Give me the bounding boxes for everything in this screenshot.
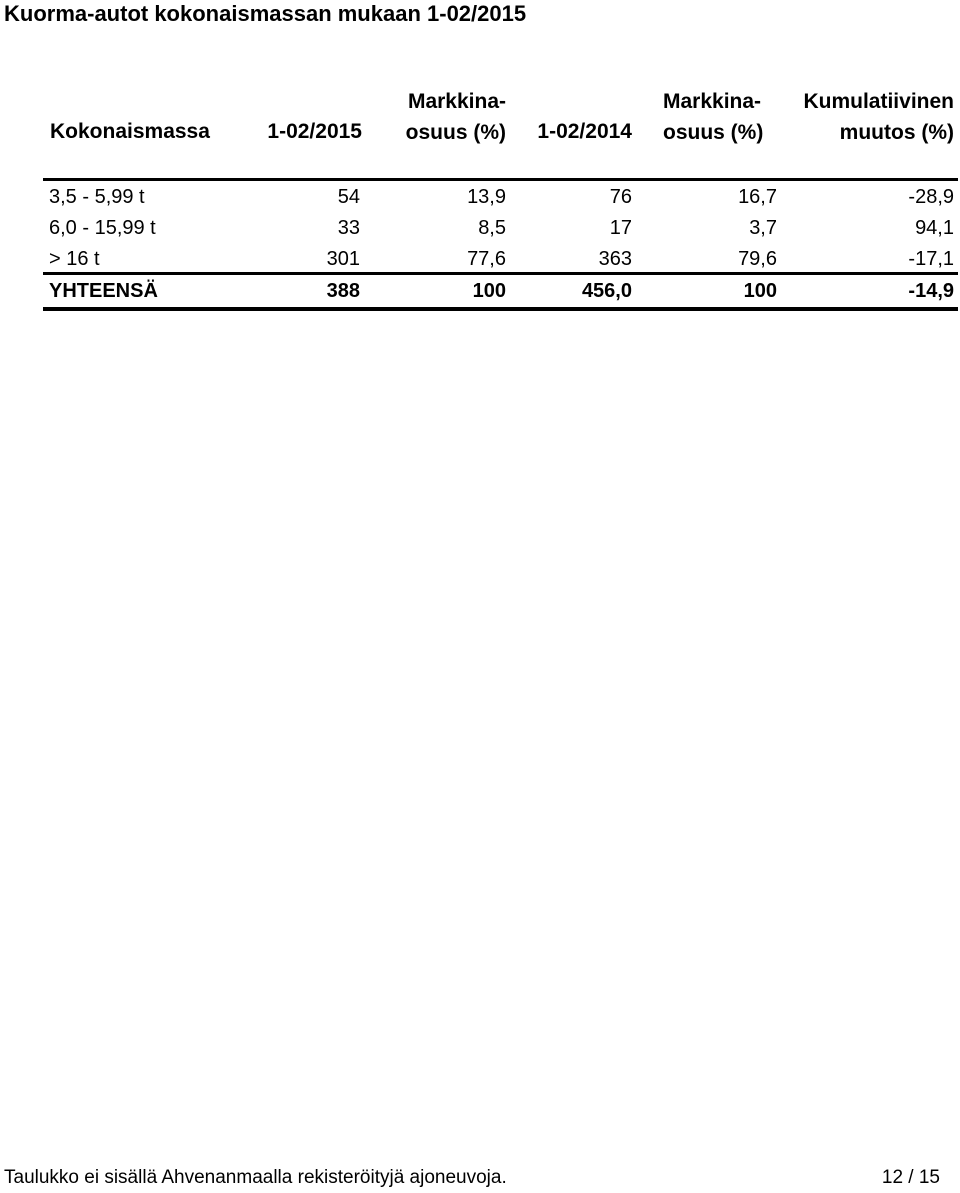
value-2014: 363 bbox=[598, 248, 632, 270]
header-kokonaismassa: Kokonaismassa bbox=[50, 120, 210, 143]
row-label: 3,5 - 5,99 t bbox=[49, 186, 145, 208]
header-share-2015-line2: osuus (%) bbox=[405, 121, 506, 144]
share-2014: 79,6 bbox=[738, 248, 777, 270]
share-2015: 77,6 bbox=[467, 248, 506, 270]
total-share-2014: 100 bbox=[743, 280, 777, 302]
header-share-2015 bbox=[360, 86, 506, 148]
value-2014: 17 bbox=[609, 217, 632, 239]
row-label: > 16 t bbox=[49, 248, 100, 270]
header-2014: 1-02/2014 bbox=[537, 120, 632, 143]
share-2014: 16,7 bbox=[738, 186, 777, 208]
header-change-line1: Kumulatiivinen bbox=[803, 90, 954, 113]
header-share-2014-line1: Markkina- bbox=[663, 90, 762, 113]
header-2015: 1-02/2015 bbox=[267, 120, 362, 143]
value-2015: 33 bbox=[337, 217, 360, 239]
value-2015: 54 bbox=[337, 186, 360, 208]
table-row bbox=[43, 243, 958, 275]
value-2014: 76 bbox=[609, 186, 632, 208]
share-2015: 8,5 bbox=[478, 217, 506, 239]
table-row bbox=[43, 212, 958, 244]
header-cumulative-change bbox=[772, 86, 954, 148]
row-label: 6,0 - 15,99 t bbox=[49, 217, 156, 239]
cumulative-change: -28,9 bbox=[908, 186, 954, 208]
total-cumulative-change: -14,9 bbox=[908, 280, 954, 302]
cumulative-change: -17,1 bbox=[908, 248, 954, 270]
total-value-2015: 388 bbox=[326, 280, 360, 302]
total-label: YHTEENSÄ bbox=[49, 280, 158, 302]
footnote: Taulukko ei sisällä Ahvenanmaalla rekisteröityjä ajoneuvoja. bbox=[4, 1167, 507, 1188]
header-change-line2: muutos (%) bbox=[839, 121, 954, 144]
total-rule-bottom bbox=[43, 307, 958, 311]
header-share-2014-line2: osuus (%) bbox=[663, 121, 764, 144]
page-title: Kuorma-autot kokonaismassan mukaan 1-02/2015 bbox=[4, 1, 527, 26]
total-row bbox=[43, 275, 958, 307]
header-share-2015-line1: Markkina- bbox=[407, 90, 506, 113]
total-value-2014: 456,0 bbox=[581, 280, 632, 302]
cumulative-change: 94,1 bbox=[915, 217, 954, 239]
share-2014: 3,7 bbox=[749, 217, 777, 239]
total-share-2015: 100 bbox=[472, 280, 506, 302]
header-share-2014 bbox=[663, 86, 763, 148]
value-2015: 301 bbox=[326, 248, 360, 270]
table-row bbox=[43, 181, 958, 213]
page-number: 12 / 15 bbox=[881, 1167, 940, 1188]
share-2015: 13,9 bbox=[467, 186, 506, 208]
